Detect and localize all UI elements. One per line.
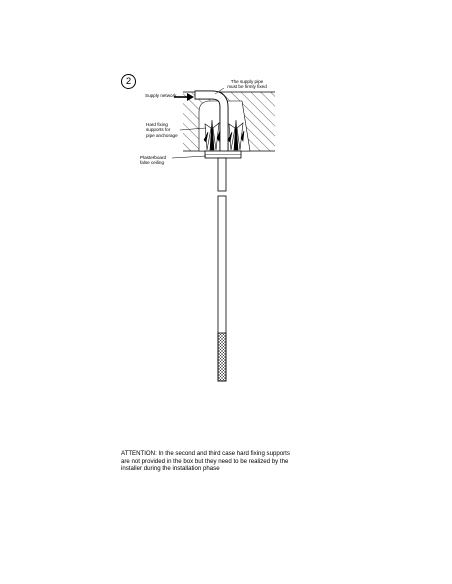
plasterboard-leader	[172, 156, 206, 158]
label-hard-fixing-line2: supports for	[146, 127, 171, 133]
label-supply-pipe-line1: The supply pipe	[230, 79, 264, 84]
label-plasterboard-line2: false ceiling	[140, 160, 165, 166]
label-plasterboard-line1: Plasterboard	[140, 155, 167, 160]
pipe-stub	[218, 158, 226, 191]
label-supply-network: Supply network	[145, 93, 177, 98]
label-supply-pipe	[222, 79, 272, 90]
label-hard-fixing-line3: pipe anchorage	[146, 132, 178, 138]
attention-line3: installer during the installation phase	[121, 465, 220, 473]
step-number-badge: 2	[121, 74, 136, 89]
label-plasterboard	[140, 155, 166, 166]
attention-line2: are not provided in the box but they need to be realized by the	[121, 457, 289, 465]
label-hard-fixing-line1: Hard fixing	[146, 122, 168, 127]
label-hard-fixing	[146, 122, 178, 138]
attention-note	[121, 450, 361, 473]
attention-line1: ATTENTION: In the second and third case hard fixing supports	[121, 450, 290, 457]
cable-mesh	[218, 333, 226, 381]
label-supply-pipe-line2: must be firmly fixed	[227, 84, 267, 90]
